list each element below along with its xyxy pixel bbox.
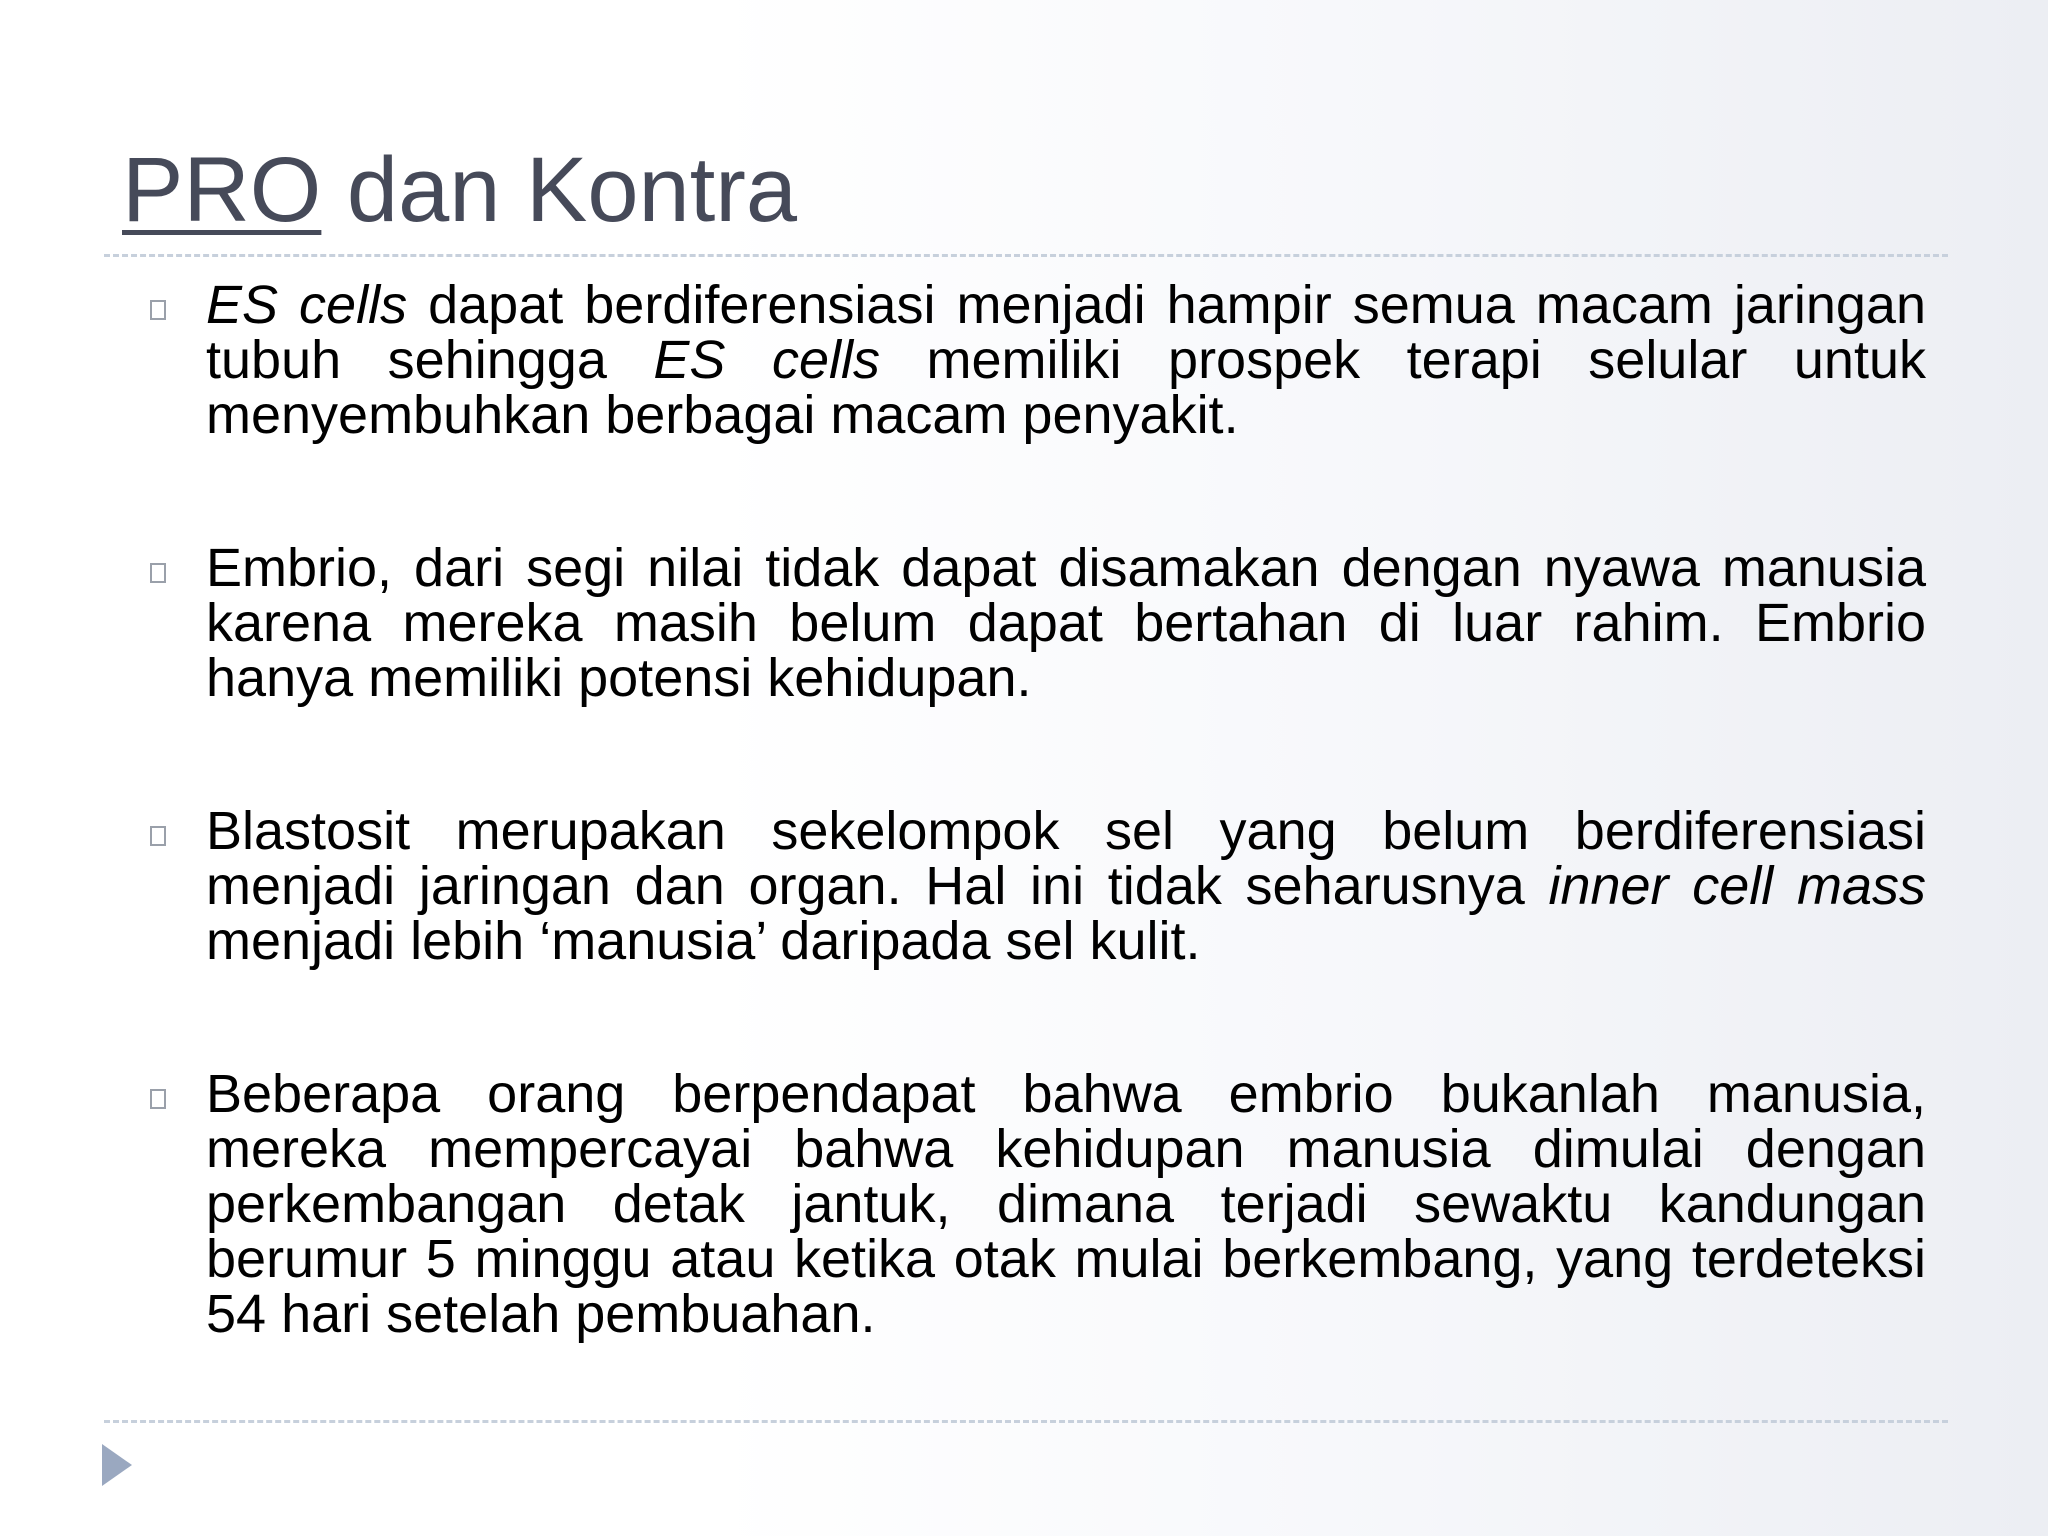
bullet-text-4: Beberapa orang berpendapat bahwa embrio bukanlah manusia, mereka mempercayai bahwa kehidupan manusia dimulai dengan perkembangan detak jantuk, dimana terjadi sewaktu kandungan berumur 5 minggu atau ketika otak mulai berkembang, yang terdeteksi 54 hari setelah pembuahan. bbox=[206, 1064, 1926, 1344]
bullet-1-segment-b: dapat berdiferensiasi menjadi hampir semua macam jaringan tubuh sehingga bbox=[206, 275, 1926, 390]
bullet-item-4 bbox=[150, 1064, 1926, 1344]
bullet-text-1 bbox=[206, 275, 1926, 445]
bullet-marker-icon bbox=[150, 541, 206, 583]
bullet-text-3 bbox=[206, 801, 1926, 971]
bullet-marker-icon bbox=[150, 278, 206, 320]
play-triangle-icon[interactable] bbox=[102, 1444, 132, 1486]
bullet-list bbox=[150, 275, 1926, 1344]
bullet-item-3 bbox=[150, 801, 1926, 971]
title-rest: dan Kontra bbox=[321, 139, 798, 241]
bullet-item-1 bbox=[150, 275, 1926, 445]
bullet-marker-icon bbox=[150, 1067, 206, 1109]
bullet-1-segment-d: memiliki prospek terapi selular untuk menyembuhkan berbagai macam penyakit. bbox=[206, 330, 1926, 445]
top-divider bbox=[104, 254, 1948, 257]
bullet-3-segment-a: Blastosit merupakan sekelompok sel yang belum berdiferensiasi menjadi jaringan dan organ. Hal ini tidak seharusnya bbox=[206, 801, 1926, 916]
bullet-1-es-cells-italic-2: ES cells bbox=[653, 330, 880, 390]
bottom-divider bbox=[104, 1420, 1948, 1423]
slide-title bbox=[122, 140, 797, 241]
bullet-3-inner-cell-mass-italic: inner cell mass bbox=[1548, 856, 1926, 916]
bullet-1-es-cells-italic: ES cells bbox=[206, 275, 408, 335]
bullet-text-2: Embrio, dari segi nilai tidak dapat disamakan dengan nyawa manusia karena mereka masih belum dapat bertahan di luar rahim. Embrio hanya memiliki potensi kehidupan. bbox=[206, 538, 1926, 708]
title-link-pro[interactable]: PRO bbox=[122, 139, 322, 241]
bullet-item-2 bbox=[150, 538, 1926, 708]
bullet-marker-icon bbox=[150, 804, 206, 846]
bullet-3-segment-c: menjadi lebih ‘manusia’ daripada sel kulit. bbox=[206, 911, 1201, 971]
